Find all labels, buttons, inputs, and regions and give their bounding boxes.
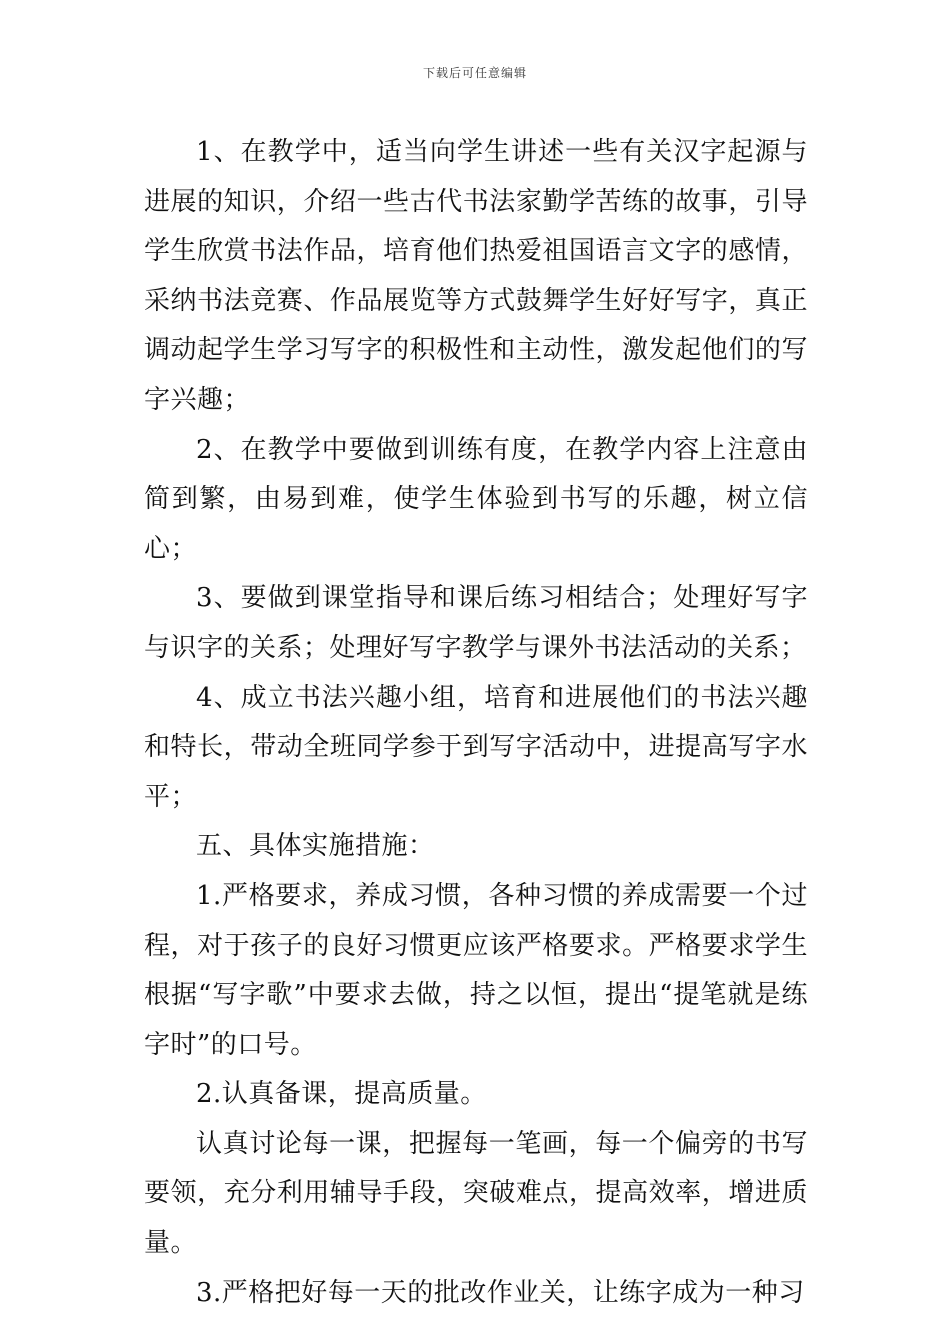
paragraph-2: 2、在教学中要做到训练有度，在教学内容上注意由简到繁，由易到难，使学生体验到书写的乐趣，树立信心； [144, 434, 808, 564]
paragraph-measure-2-detail: 认真讨论每一课，把握每一笔画，每一个偏旁的书写要领，充分利用辅导手段，突破难点，提高效率，增进质量。 [144, 1128, 808, 1259]
page-header: 下载后可任意编辑 [422, 66, 527, 80]
paragraph-measure-3: 3.严格把好每一天的批改作业关，让练字成为一种习 [196, 1277, 805, 1308]
paragraph-1: 1、在教学中，适当向学生讲述一些有关汉字起源与进展的知识，介绍一些古代书法家勤学苦练的故事，引导学生欣赏书法作品，培育他们热爱祖国语言文字的感情，采纳书法竞赛、作品展览等方式鼓舞学生好好写字，真正调动起学生学习写字的积极性和主动性，激发起他们的写字兴趣； [144, 137, 808, 415]
paragraph-4: 4、成立书法兴趣小组，培育和进展他们的书法兴趣和特长，带动全班同学参于到写字活动中，进提高写字水平； [144, 682, 808, 812]
paragraph-measure-1: 1.严格要求，养成习惯，各种习惯的养成需要一个过程，对于孩子的良好习惯更应该严格要求。严格要求学生根据“写字歌”中要求去做，持之以恒，提出“提笔就是练字时”的口号。 [144, 880, 808, 1060]
section-heading-5: 五、具体实施措施： [196, 831, 435, 862]
document-body [144, 128, 808, 1318]
paragraph-measure-2: 2.认真备课，提高质量。 [196, 1079, 487, 1110]
paragraph-3: 3、要做到课堂指导和课后练习相结合；处理好写字与识字的关系；处理好写字教学与课外书法活动的关系； [144, 583, 808, 663]
